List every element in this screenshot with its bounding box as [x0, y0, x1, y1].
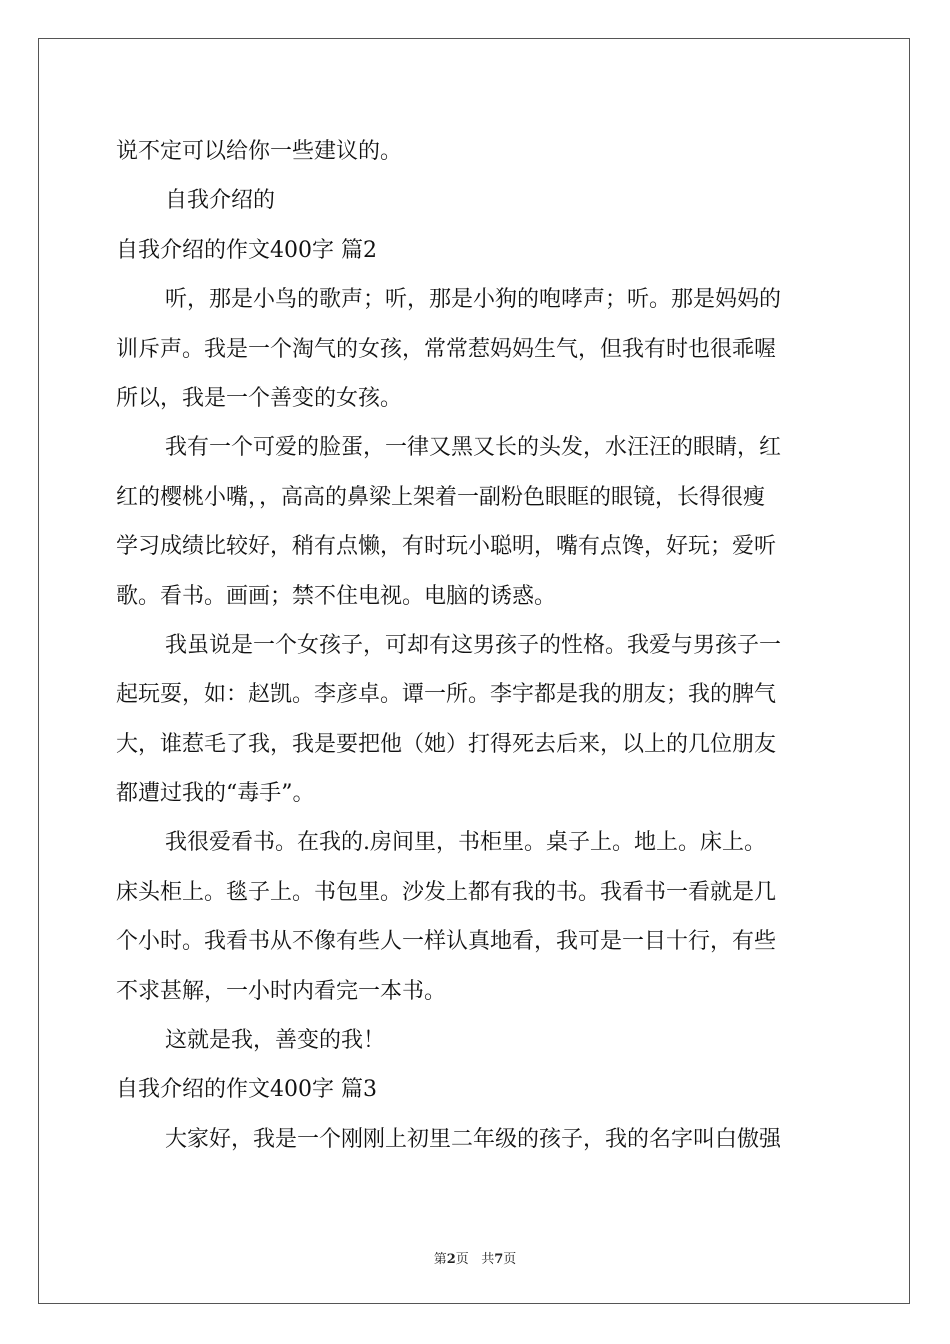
text-line: 个小时。我看书从不像有些人一样认真地看，我可是一目十行，有些	[116, 929, 777, 955]
text-line: 大，谁惹毛了我，我是要把他（她）打得死去后来，以上的几位朋友	[116, 731, 777, 757]
text-line: 歌。看书。画画；禁不住电视。电脑的诱惑。	[116, 583, 557, 609]
footer-prefix: 第	[433, 1252, 447, 1267]
footer-total-pages: 7	[494, 1252, 504, 1267]
footer-total-suffix: 页	[503, 1252, 517, 1267]
text-line: 我有一个可爱的脸蛋，一律又黑又长的头发，水汪汪的眼睛，红	[165, 435, 782, 461]
text-line: 大家好，我是一个刚刚上初里二年级的孩子，我的名字叫白傲强	[165, 1126, 782, 1152]
text-line: 听，那是小鸟的歌声；听，那是小狗的咆哮声；听。那是妈妈的	[165, 287, 782, 313]
text-line: 学习成绩比较好，稍有点懒，有时玩小聪明，嘴有点馋，好玩；爱听	[116, 534, 777, 560]
document-body	[116, 127, 834, 1164]
footer-total-prefix: 共	[481, 1252, 495, 1267]
text-line: 都遭过我的“毒手”。	[116, 781, 315, 807]
section-heading: 自我介绍的作文400字 篇3	[116, 1077, 377, 1103]
text-line: 训斥声。我是一个淘气的女孩，常常惹妈妈生气，但我有时也很乖喔	[116, 336, 777, 362]
text-line: 床头柜上。毯子上。书包里。沙发上都有我的书。我看书一看就是几	[116, 879, 777, 905]
footer-page-suffix: 页	[455, 1252, 469, 1267]
page-footer	[0, 1248, 950, 1267]
text-line: 不求甚解，一小时内看完一本书。	[116, 978, 447, 1004]
text-line: 起玩耍，如：赵凯。李彦卓。谭一所。李宇都是我的朋友；我的脾气	[116, 682, 777, 708]
text-line: 我虽说是一个女孩子，可却有这男孩子的性格。我爱与男孩子一	[165, 632, 782, 658]
text-line: 自我介绍的	[165, 188, 276, 214]
text-line: 说不定可以给你一些建议的。	[116, 139, 403, 164]
text-line: 红的樱桃小嘴，，高高的鼻梁上架着一副粉色眼眶的眼镜，长得很瘦	[116, 484, 766, 510]
text-line: 这就是我，善变的我！	[165, 1028, 386, 1054]
section-heading: 自我介绍的作文400字 篇2	[116, 237, 377, 263]
text-line: 我很爱看书。在我的.房间里，书柜里。桌子上。地上。床上。	[165, 830, 766, 856]
footer-page-number: 2	[446, 1252, 456, 1267]
text-line: 所以，我是一个善变的女孩。	[116, 385, 403, 411]
